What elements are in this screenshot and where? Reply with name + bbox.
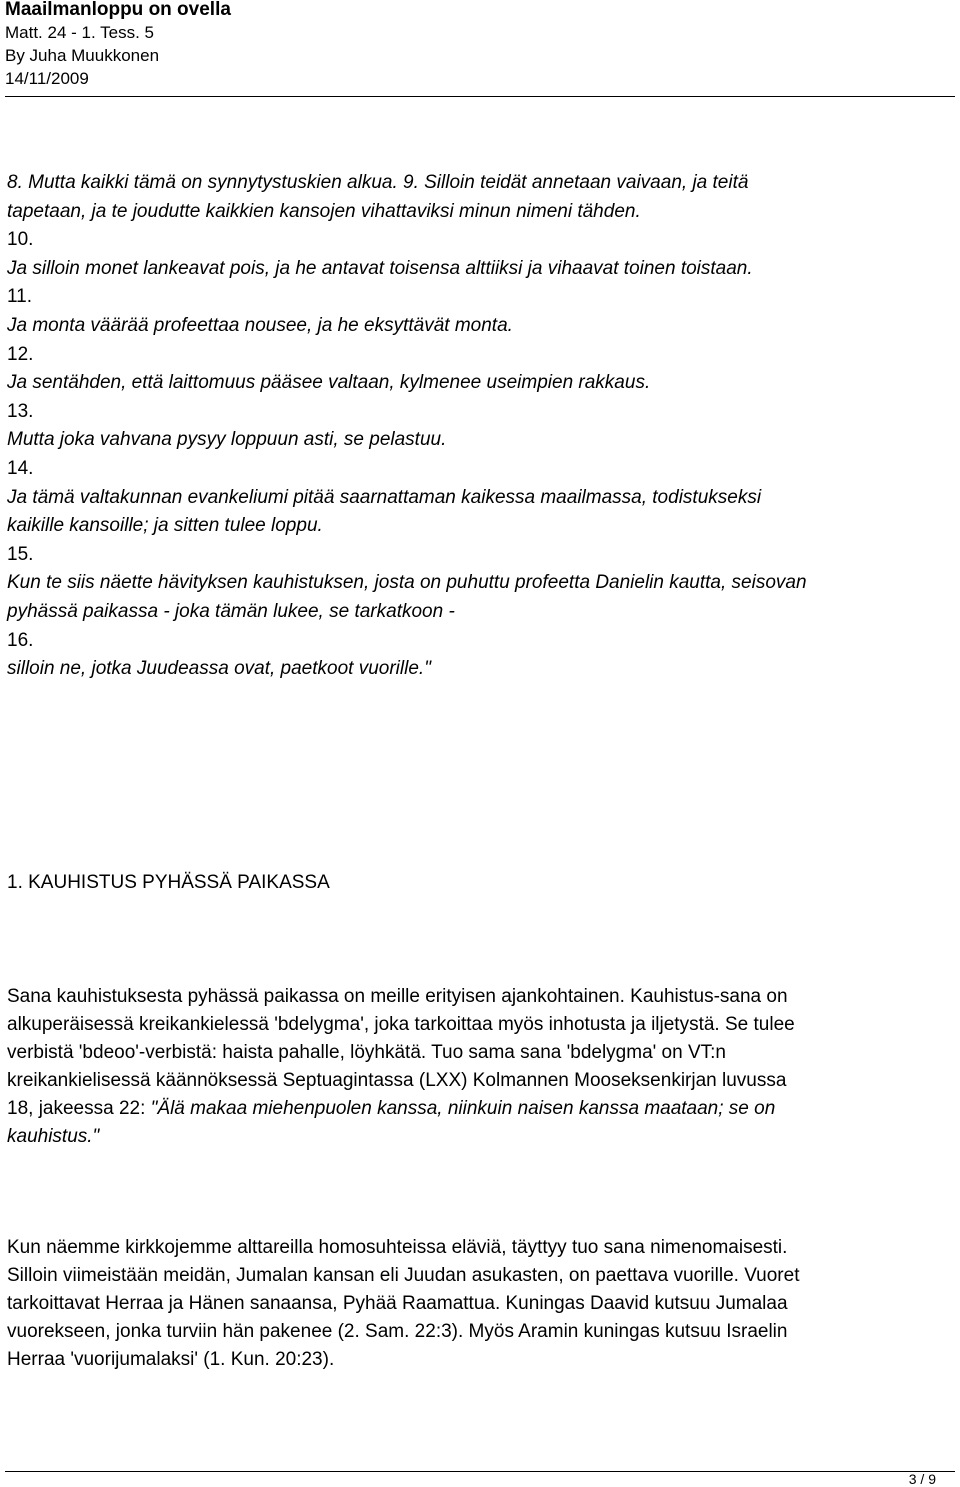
footer-divider <box>5 1471 955 1472</box>
paragraph-line <box>7 1095 953 1123</box>
verse-line: Kun te siis näette hävityksen kauhistuksen, josta on puhuttu profeetta Danielin kautta, seisovan <box>7 572 807 594</box>
paragraph-line: Silloin viimeistään meidän, Jumalan kansan eli Juudan asukasten, on paettava vuorille. Vuoret <box>7 1265 800 1286</box>
document-header <box>5 0 955 90</box>
paragraph-2 <box>7 1234 953 1374</box>
paragraph-text: 18, jakeessa 22: <box>7 1098 151 1119</box>
paragraph-line: vuorekseen, jonka turviin hän pakenee (2. Sam. 22:3). Myös Aramin kuningas kutsuu Israelin <box>7 1321 788 1342</box>
paragraph-1 <box>7 983 953 1151</box>
header-divider <box>5 96 955 97</box>
paragraph-line: verbistä 'bdeoo'-verbistä: haista pahalle, löyhkätä. Tuo sama sana 'bdelygma' on VT:n <box>7 1042 726 1063</box>
section-heading: 1. KAUHISTUS PYHÄSSÄ PAIKASSA <box>7 872 330 893</box>
verse-number: 10. <box>7 229 34 251</box>
verse-number: 11. <box>7 286 33 308</box>
verse-line: kaikille kansoille; ja sitten tulee loppu. <box>7 515 323 537</box>
verse-number: 13. <box>7 400 34 422</box>
verse-line: tapetaan, ja te joudutte kaikkien kansojen vihattaviksi minun nimeni tähden. <box>7 200 641 222</box>
paragraph-line: kauhistus." <box>7 1126 100 1147</box>
document-title: Maailmanloppu on ovella <box>5 0 231 20</box>
verse-line: Ja tämä valtakunnan evankeliumi pitää saarnattaman kaikessa maailmassa, todistukseksi <box>7 486 762 508</box>
author-line: By Juha Muukkonen <box>5 46 160 65</box>
scripture-quote: "Älä makaa miehenpuolen kanssa, niinkuin naisen kanssa maataan; se on <box>150 1098 776 1119</box>
verse-line: Ja sentähden, että laittomuus pääsee valtaan, kylmenee useimpien rakkaus. <box>7 372 651 394</box>
paragraph-line: Herraa 'vuorijumalaksi' (1. Kun. 20:23). <box>7 1349 335 1370</box>
verse-line: pyhässä paikassa - joka tämän lukee, se tarkatkoon - <box>7 600 455 622</box>
paragraph-line: Sana kauhistuksesta pyhässä paikassa on meille erityisen ajankohtainen. Kauhistus-sana on <box>7 986 788 1007</box>
verse-line: silloin ne, jotka Juudeassa ovat, paetkoot vuorille." <box>7 658 431 680</box>
date-line: 14/11/2009 <box>5 69 89 88</box>
page-number: 3 / 9 <box>908 1471 936 1487</box>
verse-line: Ja silloin monet lankeavat pois, ja he antavat toisensa alttiiksi ja vihaavat toinen toistaan. <box>7 257 753 279</box>
verse-line: Mutta joka vahvana pysyy loppuun asti, se pelastuu. <box>7 429 447 451</box>
paragraph-line: tarkoittavat Herraa ja Hänen sanaansa, Pyhää Raamattua. Kuningas Daavid kutsuu Jumalaa <box>7 1293 788 1314</box>
paragraph-line: kreikankielisessä käännöksessä Septuagintassa (LXX) Kolmannen Mooseksenkirjan luvussa <box>7 1070 787 1091</box>
verse-line: Ja monta väärää profeettaa nousee, ja he eksyttävät monta. <box>7 314 513 336</box>
verse-line: 8. Mutta kaikki tämä on synnytystuskien alkua. 9. Silloin teidät annetaan vaivaan, ja teitä <box>7 172 749 193</box>
verse-number: 14. <box>7 457 34 479</box>
paragraph-line: alkuperäisessä kreikankielessä 'bdelygma', joka tarkoittaa myös inhotusta ja iljetystä. Se tulee <box>7 1014 795 1035</box>
verse-number: 12. <box>7 343 34 365</box>
verse-block <box>7 169 953 684</box>
verse-number: 15. <box>7 543 34 565</box>
scripture-reference: Matt. 24 - 1. Tess. 5 <box>5 23 154 42</box>
paragraph-line: Kun näemme kirkkojemme alttareilla homosuhteissa eläviä, täyttyy tuo sana nimenomaisesti. <box>7 1237 788 1258</box>
verse-number: 16. <box>7 629 34 651</box>
